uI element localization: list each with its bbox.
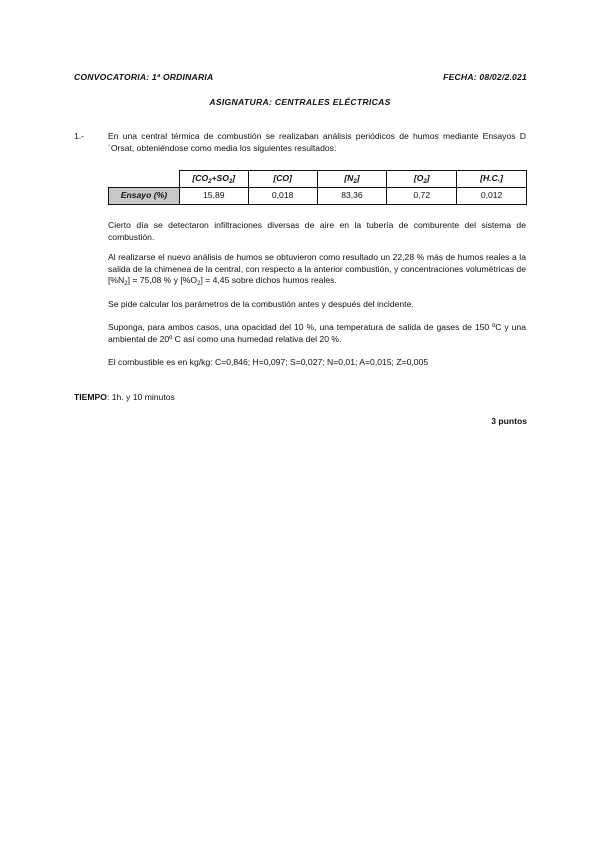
- question-intro: En una central térmica de combustión se realizaban análisis periódicos de humos mediante Ensayos D´Orsat, obteniéndose como media los siguientes resultados:: [108, 131, 526, 153]
- cell-o2: 0,72: [387, 188, 457, 205]
- col-header-o2: $[O_2]$: [387, 171, 457, 188]
- table-corner: [109, 171, 180, 188]
- col-header-hc: [H.C.]: [457, 171, 527, 188]
- convocatoria-label: CONVOCATORIA: 1ª ORDINARIA: [74, 72, 214, 82]
- results-table: [108, 170, 527, 205]
- paragraph-fuel-composition: El combustible es en kg/kg: C=0,846; H=0,097; S=0,027; N=0,01; A=0,015; Z=0,005: [108, 357, 429, 367]
- date-label: FECHA: 08/02/2.021: [443, 72, 527, 82]
- question-number: 1.-: [74, 131, 85, 141]
- cell-co2-so2: 15,89: [179, 188, 248, 205]
- points-label: 3 puntos: [491, 416, 527, 426]
- paragraph-task: Se pide calcular los parámetros de la combustión antes y después del incidente.: [108, 299, 414, 309]
- col-header-co2-so2: $[CO_2+SO_2]$: [179, 171, 248, 188]
- cell-n2: 83,36: [317, 188, 387, 205]
- col-header-n2: $[N_2]$: [317, 171, 387, 188]
- cell-co: 0,018: [248, 188, 317, 205]
- paragraph-assumptions: Suponga, para ambos casos, una opacidad del 10 %, una temperatura de salida de gases de 150 ºC y una ambiental de 20º C así como una humedad relativa del 20 %.: [108, 322, 526, 344]
- paragraph-new-analysis: Al realizarse el nuevo análisis de humos se obtuvieron como resultado un 22,28 % más de humos reales a la salida de la chimenea de la central, con respecto a la anterior combustión, y concentraciones volumétricas de $[\%N_2] = 75,08$ % y $[\%O_2] = 4,45$ sobre dichos humos reales.: [108, 252, 526, 288]
- cell-hc: 0,012: [457, 188, 527, 205]
- paragraph-infiltration: Cierto día se detectaron infiltraciones diversas de aire en la tubería de comburente del sistema de combustión.: [108, 220, 526, 242]
- col-header-co: [CO]: [248, 171, 317, 188]
- subject-title: ASIGNATURA: CENTRALES ELÉCTRICAS: [209, 97, 391, 107]
- time-allowed: TIEMPO: 1h. y 10 minutos: [74, 392, 175, 402]
- row-header-ensayo: Ensayo (%): [109, 188, 180, 205]
